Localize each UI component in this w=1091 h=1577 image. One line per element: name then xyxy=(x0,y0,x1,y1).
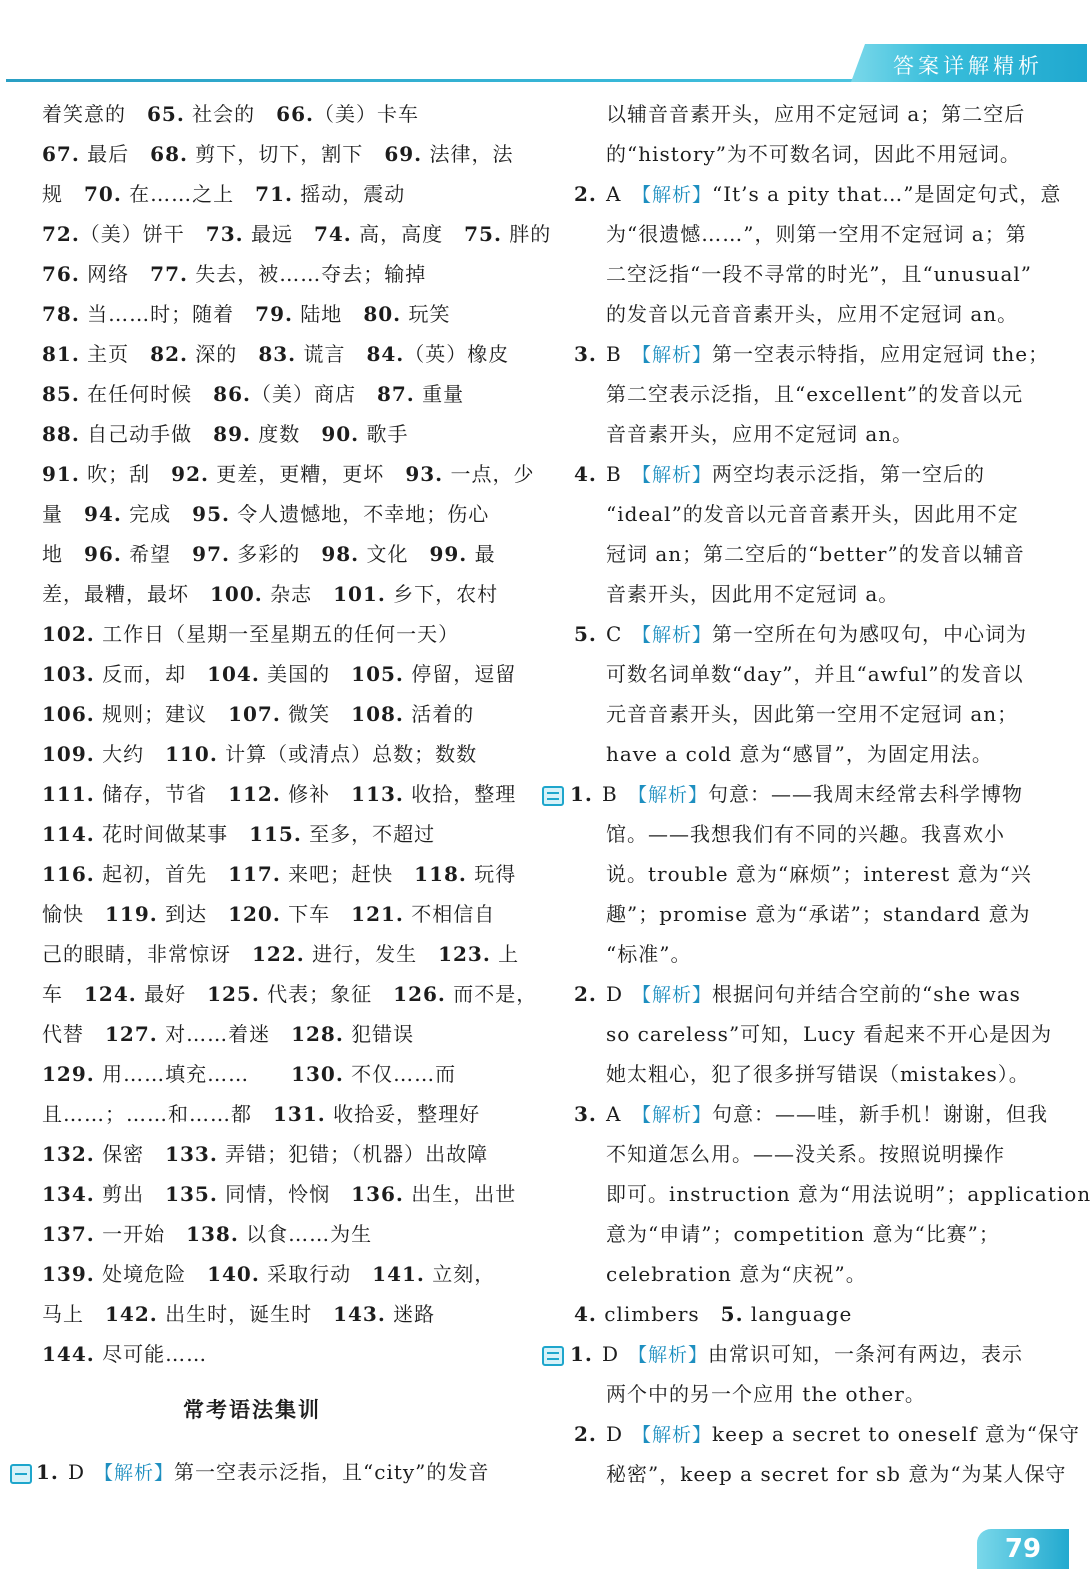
vocab-line: 109. 大约 110. 计算（或清点）总数；数数 xyxy=(42,742,478,766)
analysis-tag: 【解析】 xyxy=(632,344,713,366)
question-answer: D xyxy=(68,1460,86,1484)
analysis-tag: 【解析】 xyxy=(632,184,713,206)
analysis-text: keep a secret to oneself 意为“保守 xyxy=(712,1422,1081,1446)
explanation-line xyxy=(574,694,1040,734)
analysis-text: 第一空表示泛指，且“city”的发音 xyxy=(174,1460,490,1484)
explanation-line xyxy=(574,1054,1040,1094)
analysis-tag: 【解析】 xyxy=(632,1424,713,1446)
explanation-line xyxy=(574,1254,1040,1294)
question-line xyxy=(574,334,1050,374)
explanation-text: 第二空表示泛指，且“excellent”的发音以元 xyxy=(606,382,1024,406)
question-answer: B xyxy=(602,782,618,806)
vocab-line: 78. 当……时；随着 79. 陆地 80. 玩笑 xyxy=(42,302,451,326)
vocab-line: 85. 在任何时候 86.（美）商店 87. 重量 xyxy=(42,382,465,406)
question-answer: D xyxy=(602,1342,620,1366)
vocab-line: 且……；……和……都 131. 收拾妥，整理好 xyxy=(42,1102,481,1126)
analysis-tag: 【解析】 xyxy=(94,1462,175,1484)
question-answer: D xyxy=(606,982,624,1006)
question-line xyxy=(574,454,1040,494)
vocab-line: 114. 花时间做某事 115. 至多，不超过 xyxy=(42,822,436,846)
vocab-line: 规 70. 在……之上 71. 摇动，震动 xyxy=(42,182,406,206)
question-number: 1. xyxy=(570,1342,593,1366)
explanation-text: 音素开头，因此用不定冠词 a。 xyxy=(606,582,900,606)
explanation-line xyxy=(574,894,1040,934)
left-column xyxy=(42,94,552,1374)
analysis-text: 由常识可知，一条河有两边，表示 xyxy=(708,1342,1024,1366)
vocab-line: 76. 网络 77. 失去，被……夺去；输掉 xyxy=(42,262,427,286)
question-answer: B xyxy=(606,342,622,366)
question-line xyxy=(574,174,1062,214)
explanation-line xyxy=(574,814,1040,854)
explanation-line xyxy=(574,1454,1067,1494)
vocab-line: 愉快 119. 到达 120. 下车 121. 不相信自 xyxy=(42,902,496,926)
explanation-line xyxy=(574,534,1040,574)
vocab-line: 111. 储存，节省 112. 修补 113. 收拾，整理 xyxy=(42,782,517,806)
explanation-text: 不知道怎么用。——没关系。按照说明操作 xyxy=(606,1142,1005,1166)
vocab-line: 91. 吹；刮 92. 更差，更糟，更坏 93. 一点，少 xyxy=(42,462,535,486)
question-line xyxy=(574,614,1040,654)
question-number: 1. xyxy=(36,1460,59,1484)
analysis-text: 第一空表示特指，应用定冠词 the； xyxy=(712,342,1050,366)
left-bottom-question xyxy=(10,1452,504,1492)
explanation-line xyxy=(574,734,1040,774)
explanation-text: 说。trouble 意为“麻烦”；interest 意为“兴 xyxy=(606,862,1032,886)
analysis-tag: 【解析】 xyxy=(628,1344,709,1366)
question-answer: A xyxy=(606,1102,622,1126)
explanation-line xyxy=(574,1374,1040,1414)
explanation-text: so careless”可知，Lucy 看起来不开心是因为 xyxy=(606,1022,1053,1046)
explanation-text: 二空泛指“一段不寻常的时光”，且“unusual” xyxy=(606,262,1033,286)
explanation-text: celebration 意为“庆祝”。 xyxy=(606,1262,867,1286)
header-title: 答案详解精析 xyxy=(893,54,1043,78)
question-line xyxy=(542,1334,1040,1374)
vocab-line: 106. 规则；建议 107. 微笑 108. 活着的 xyxy=(42,702,475,726)
explanation-line xyxy=(574,374,1040,414)
vocab-line: 134. 剪出 135. 同情，怜悯 136. 出生，出世 xyxy=(42,1182,517,1206)
analysis-text: 句意：——哇，新手机！谢谢，但我 xyxy=(712,1102,1049,1126)
question-number: 2. xyxy=(574,982,597,1006)
explanation-text: 秘密”，keep a secret for sb 意为“为某人保守 xyxy=(606,1462,1067,1486)
answer-line: 4. climbers 5. language xyxy=(574,1302,853,1326)
question-number: 1. xyxy=(570,782,593,806)
explanation-line xyxy=(574,574,1040,614)
explanation-line xyxy=(574,654,1040,694)
section-one-icon xyxy=(10,1464,32,1484)
question-line xyxy=(574,1414,1081,1454)
explanation-text: 为“很遗憾……”，则第一空用不定冠词 a；第 xyxy=(606,222,1027,246)
analysis-tag: 【解析】 xyxy=(632,984,713,1006)
page-number: 79 xyxy=(977,1529,1069,1569)
analysis-text: 根据问句并结合空前的“she was xyxy=(712,982,1021,1006)
explanation-text: 的“history”为不可数名词，因此不用冠词。 xyxy=(606,142,1021,166)
vocab-line: 116. 起初，首先 117. 来吧；赶快 118. 玩得 xyxy=(42,862,517,886)
question-line xyxy=(542,774,1040,814)
question-line xyxy=(574,1094,1049,1134)
vocab-line: 137. 一开始 138. 以食……为生 xyxy=(42,1222,373,1246)
section-two-icon xyxy=(542,786,564,806)
vocab-line: 144. 尽可能…… xyxy=(42,1342,208,1366)
explanation-line xyxy=(574,854,1040,894)
explanation-text: 的发音以元音音素开头，应用不定冠词 an。 xyxy=(606,302,1019,326)
section-heading: 常考语法集训 xyxy=(183,1397,321,1422)
question-answer: B xyxy=(606,462,622,486)
explanation-text: 冠词 an；第二空后的“better”的发音以辅音 xyxy=(606,542,1025,566)
explanation-text: “标准”。 xyxy=(606,942,692,966)
question-number: 5. xyxy=(574,622,597,646)
vocab-line: 81. 主页 82. 深的 83. 谎言 84.（英）橡皮 xyxy=(42,342,510,366)
explanation-text: 馆。——我想我们有不同的兴趣。我喜欢小 xyxy=(606,822,1005,846)
question-answer: D xyxy=(606,1422,624,1446)
right-column xyxy=(570,94,1091,1494)
vocab-line: 代替 127. 对……着迷 128. 犯错误 xyxy=(42,1022,415,1046)
vocab-line: 己的眼睛，非常惊讶 122. 进行，发生 123. 上 xyxy=(42,942,520,966)
explanation-line xyxy=(574,134,1040,174)
question-number: 2. xyxy=(574,182,597,206)
vocab-line: 量 94. 完成 95. 令人遗憾地，不幸地；伤心 xyxy=(42,502,490,526)
question-line xyxy=(574,974,1040,1014)
analysis-text: 句意：——我周末经常去科学博物 xyxy=(708,782,1024,806)
vocab-line: 103. 反而，却 104. 美国的 105. 停留，逗留 xyxy=(42,662,517,686)
vocab-line: 88. 自己动手做 89. 度数 90. 歌手 xyxy=(42,422,409,446)
explanation-line xyxy=(574,934,1040,974)
vocab-line: 马上 142. 出生时，诞生时 143. 迷路 xyxy=(42,1302,436,1326)
analysis-text: 第一空所在句为感叹句，中心词为 xyxy=(712,622,1028,646)
explanation-line xyxy=(574,1174,1091,1214)
vocab-line: 67. 最后 68. 剪下，切下，割下 69. 法律，法 xyxy=(42,142,514,166)
vocab-line: 72.（美）饼干 73. 最远 74. 高，高度 75. 胖的 xyxy=(42,222,552,246)
question-number: 3. xyxy=(574,342,597,366)
explanation-text: 意为“申请”；competition 意为“比赛”； xyxy=(606,1222,1000,1246)
analysis-text: “It’s a pity that…”是固定句式，意 xyxy=(712,182,1062,206)
explanation-line xyxy=(574,1214,1040,1254)
explanation-text: 音音素开头，应用不定冠词 an。 xyxy=(606,422,914,446)
explanation-text: 趣”；promise 意为“承诺”；standard 意为 xyxy=(606,902,1031,926)
vocab-line: 车 124. 最好 125. 代表；象征 126. 而不是， xyxy=(42,982,538,1006)
explanation-line xyxy=(574,1014,1053,1054)
explanation-text: 可数名词单数“day”，并且“awful”的发音以 xyxy=(606,662,1024,686)
explanation-line xyxy=(574,94,1040,134)
explanation-line xyxy=(574,494,1040,534)
question-line xyxy=(10,1452,504,1492)
analysis-tag: 【解析】 xyxy=(628,784,709,806)
explanation-text: 两个中的另一个应用 the other。 xyxy=(606,1382,926,1406)
vocab-line: 102. 工作日（星期一至星期五的任何一天） xyxy=(42,622,460,646)
explanation-line xyxy=(574,1134,1040,1174)
analysis-text: 两空均表示泛指，第一空后的 xyxy=(712,462,986,486)
explanation-line xyxy=(574,214,1040,254)
analysis-tag: 【解析】 xyxy=(632,624,713,646)
explanation-text: “ideal”的发音以元音音素开头，因此用不定 xyxy=(606,502,1019,526)
explanation-text: have a cold 意为“感冒”，为固定用法。 xyxy=(606,742,993,766)
vocab-line: 129. 用……填充…… 130. 不仅……而 xyxy=(42,1062,457,1086)
vocab-line: 差，最糟，最坏 100. 杂志 101. 乡下，农村 xyxy=(42,582,499,606)
explanation-text: 以辅音音素开头，应用不定冠词 a；第二空后 xyxy=(606,102,1026,126)
question-answer: C xyxy=(606,622,623,646)
explanation-text: 元音音素开头，因此第一空用不定冠词 an； xyxy=(606,702,1019,726)
vocab-line: 132. 保密 133. 弄错；犯错；（机器）出故障 xyxy=(42,1142,489,1166)
explanation-line xyxy=(574,294,1040,334)
analysis-tag: 【解析】 xyxy=(632,464,713,486)
explanation-text: 即可。instruction 意为“用法说明”；application xyxy=(606,1182,1091,1206)
question-number: 2. xyxy=(574,1422,597,1446)
vocab-line: 着笑意的 65. 社会的 66.（美）卡车 xyxy=(42,102,419,126)
header-bar xyxy=(0,0,1087,88)
section-three-icon xyxy=(542,1346,564,1366)
question-number: 3. xyxy=(574,1102,597,1126)
explanation-line xyxy=(574,254,1040,294)
vocab-line: 地 96. 希望 97. 多彩的 98. 文化 99. 最 xyxy=(42,542,496,566)
explanation-line xyxy=(574,414,1040,454)
explanation-text: 她太粗心，犯了很多拼写错误（mistakes）。 xyxy=(606,1062,1030,1086)
analysis-tag: 【解析】 xyxy=(632,1104,713,1126)
question-number: 4. xyxy=(574,462,597,486)
vocab-line: 139. 处境危险 140. 采取行动 141. 立刻， xyxy=(42,1262,496,1286)
question-answer: A xyxy=(606,182,622,206)
